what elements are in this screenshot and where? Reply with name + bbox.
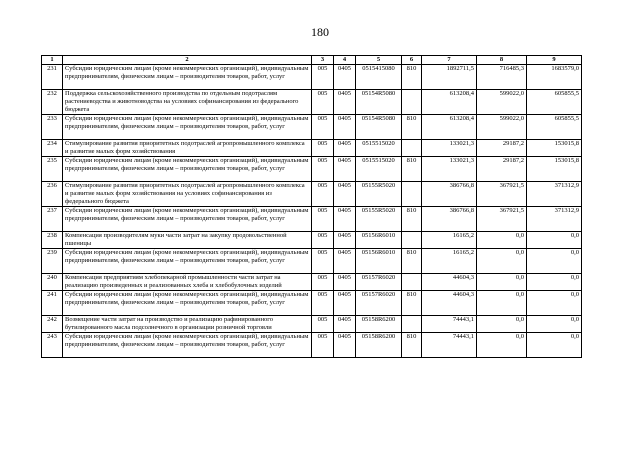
section-code: 0405 — [334, 291, 356, 316]
amount-col-9: 605855,5 — [527, 115, 582, 140]
expense-type-code — [402, 274, 422, 291]
ministry-code: 005 — [312, 232, 334, 249]
amount-col-8: 29187,2 — [477, 140, 527, 157]
row-description: Субсидии юридическим лицам (кроме некоммерческих организаций), индивидуальным предпринимателям, физическим лицам – производителям товаров, работ, услуг — [63, 207, 312, 232]
table-row — [42, 232, 582, 249]
amount-col-9: 605855,5 — [527, 90, 582, 115]
table-row — [42, 90, 582, 115]
amount-col-8: 599022,0 — [477, 115, 527, 140]
header-cell: 9 — [527, 56, 582, 65]
row-number: 237 — [42, 207, 63, 232]
amount-col-7: 44604,3 — [422, 274, 477, 291]
amount-col-9: 0,0 — [527, 249, 582, 274]
row-description: Субсидии юридическим лицам (кроме некоммерческих организаций), индивидуальным предпринимателям, физическим лицам – производителям товаров, работ, услуг — [63, 291, 312, 316]
amount-col-9: 0,0 — [527, 291, 582, 316]
section-code: 0405 — [334, 90, 356, 115]
amount-col-9: 0,0 — [527, 274, 582, 291]
target-article-code: 0515415080 — [356, 65, 402, 90]
amount-col-7: 1892711,5 — [422, 65, 477, 90]
section-code: 0405 — [334, 207, 356, 232]
ministry-code: 005 — [312, 274, 334, 291]
target-article-code: 0515515020 — [356, 140, 402, 157]
ministry-code: 005 — [312, 207, 334, 232]
amount-col-8: 0,0 — [477, 316, 527, 333]
row-number: 243 — [42, 333, 63, 358]
expense-type-code — [402, 90, 422, 115]
amount-col-7: 16165,2 — [422, 249, 477, 274]
row-description: Стимулирование развития приоритетных подотраслей агропромышленного комплекса и развитие малых форм хозяйствования на условиях софинансирования из федерального бюджета — [63, 182, 312, 207]
header-cell: 4 — [334, 56, 356, 65]
header-cell: 1 — [42, 56, 63, 65]
amount-col-7: 74443,1 — [422, 316, 477, 333]
row-number: 235 — [42, 157, 63, 182]
amount-col-8: 716485,3 — [477, 65, 527, 90]
row-description: Субсидии юридическим лицам (кроме некоммерческих организаций), индивидуальным предпринимателям, физическим лицам – производителям товаров, работ, услуг — [63, 115, 312, 140]
expense-type-code: 810 — [402, 207, 422, 232]
expense-type-code — [402, 232, 422, 249]
section-code: 0405 — [334, 65, 356, 90]
ministry-code: 005 — [312, 316, 334, 333]
table-row — [42, 316, 582, 333]
amount-col-7: 133021,3 — [422, 157, 477, 182]
amount-col-7: 386766,8 — [422, 182, 477, 207]
table-row — [42, 115, 582, 140]
expense-type-code: 810 — [402, 65, 422, 90]
target-article-code: 05154R5080 — [356, 115, 402, 140]
ministry-code: 005 — [312, 157, 334, 182]
amount-col-8: 0,0 — [477, 333, 527, 358]
amount-col-7: 613208,4 — [422, 90, 477, 115]
amount-col-9: 371312,9 — [527, 182, 582, 207]
amount-col-8: 367921,5 — [477, 207, 527, 232]
amount-col-8: 367921,5 — [477, 182, 527, 207]
amount-col-9: 0,0 — [527, 333, 582, 358]
row-number: 236 — [42, 182, 63, 207]
ministry-code: 005 — [312, 140, 334, 157]
target-article-code: 05156R6010 — [356, 232, 402, 249]
amount-col-7: 133021,3 — [422, 140, 477, 157]
row-description: Компенсация предприятиям хлебопекарной промышленности части затрат на реализацию произведенных и реализованных хлеба и хлебобулочных изделий — [63, 274, 312, 291]
row-number: 238 — [42, 232, 63, 249]
amount-col-7: 16165,2 — [422, 232, 477, 249]
section-code: 0405 — [334, 182, 356, 207]
amount-col-9: 1683579,0 — [527, 65, 582, 90]
amount-col-8: 29187,2 — [477, 157, 527, 182]
target-article-code: 05157R6020 — [356, 291, 402, 316]
section-code: 0405 — [334, 157, 356, 182]
amount-col-7: 386766,8 — [422, 207, 477, 232]
page-number: 180 — [311, 25, 329, 39]
amount-col-8: 0,0 — [477, 291, 527, 316]
header-cell: 5 — [356, 56, 402, 65]
row-number: 242 — [42, 316, 63, 333]
target-article-code: 05157R6020 — [356, 274, 402, 291]
ministry-code: 005 — [312, 115, 334, 140]
amount-col-9: 0,0 — [527, 316, 582, 333]
ministry-code: 005 — [312, 182, 334, 207]
expense-type-code — [402, 140, 422, 157]
section-code: 0405 — [334, 274, 356, 291]
row-number: 231 — [42, 65, 63, 90]
row-number: 239 — [42, 249, 63, 274]
target-article-code: 05156R6010 — [356, 249, 402, 274]
header-cell: 8 — [477, 56, 527, 65]
amount-col-7: 74443,1 — [422, 333, 477, 358]
row-description: Субсидии юридическим лицам (кроме некоммерческих организаций), индивидуальным предпринимателям, физическим лицам – производителям товаров, работ, услуг — [63, 157, 312, 182]
header-row — [42, 56, 582, 65]
amount-col-8: 0,0 — [477, 274, 527, 291]
target-article-code: 05155R5020 — [356, 207, 402, 232]
header-cell: 7 — [422, 56, 477, 65]
expense-type-code: 810 — [402, 115, 422, 140]
amount-col-8: 0,0 — [477, 232, 527, 249]
amount-col-9: 0,0 — [527, 232, 582, 249]
row-description: Поддержка сельскохозяйственного производства по отдельным подотраслям растениеводства и животноводства на условиях софинансирования из федерального бюджета — [63, 90, 312, 115]
row-description: Субсидии юридическим лицам (кроме некоммерческих организаций), индивидуальным предпринимателям, физическим лицам – производителям товаров, работ, услуг — [63, 249, 312, 274]
row-number: 234 — [42, 140, 63, 157]
amount-col-8: 0,0 — [477, 249, 527, 274]
table-row — [42, 291, 582, 316]
table-row — [42, 333, 582, 358]
table-row — [42, 182, 582, 207]
amount-col-9: 153015,8 — [527, 157, 582, 182]
table-row — [42, 140, 582, 157]
ministry-code: 005 — [312, 90, 334, 115]
amount-col-7: 613208,4 — [422, 115, 477, 140]
expense-type-code — [402, 316, 422, 333]
section-code: 0405 — [334, 115, 356, 140]
row-description: Субсидии юридическим лицам (кроме некоммерческих организаций), индивидуальным предпринимателям, физическим лицам – производителям товаров, работ, услуг — [63, 333, 312, 358]
ministry-code: 005 — [312, 249, 334, 274]
target-article-code: 05158R6200 — [356, 316, 402, 333]
table-row — [42, 274, 582, 291]
amount-col-9: 371312,9 — [527, 207, 582, 232]
section-code: 0405 — [334, 316, 356, 333]
expense-type-code: 810 — [402, 157, 422, 182]
row-number: 240 — [42, 274, 63, 291]
section-code: 0405 — [334, 333, 356, 358]
section-code: 0405 — [334, 140, 356, 157]
row-description: Компенсация производителям муки части затрат на закупку продовольственной пшеницы — [63, 232, 312, 249]
row-number: 232 — [42, 90, 63, 115]
row-description: Возмещение части затрат на производство и реализацию рафинированного бутилированного масла подсолнечного в организации розничной торговли — [63, 316, 312, 333]
header-cell: 2 — [63, 56, 312, 65]
expense-type-code — [402, 182, 422, 207]
section-code: 0405 — [334, 249, 356, 274]
ministry-code: 005 — [312, 65, 334, 90]
target-article-code: 05155R5020 — [356, 182, 402, 207]
table-row — [42, 65, 582, 90]
amount-col-9: 153015,8 — [527, 140, 582, 157]
row-description: Стимулирование развития приоритетных подотраслей агропромышленного комплекса и развитие малых форм хозяйствования — [63, 140, 312, 157]
budget-table — [41, 55, 582, 358]
table-row — [42, 157, 582, 182]
header-cell: 3 — [312, 56, 334, 65]
header-cell: 6 — [402, 56, 422, 65]
target-article-code: 05154R5080 — [356, 90, 402, 115]
row-description: Субсидии юридическим лицам (кроме некоммерческих организаций), индивидуальным предпринимателям, физическим лицам – производителям товаров, работ, услуг — [63, 65, 312, 90]
row-number: 233 — [42, 115, 63, 140]
ministry-code: 005 — [312, 333, 334, 358]
row-number: 241 — [42, 291, 63, 316]
section-code: 0405 — [334, 232, 356, 249]
table-row — [42, 249, 582, 274]
target-article-code: 05158R6200 — [356, 333, 402, 358]
amount-col-7: 44604,3 — [422, 291, 477, 316]
expense-type-code: 810 — [402, 249, 422, 274]
expense-type-code: 810 — [402, 333, 422, 358]
ministry-code: 005 — [312, 291, 334, 316]
table-row — [42, 207, 582, 232]
amount-col-8: 599022,0 — [477, 90, 527, 115]
expense-type-code: 810 — [402, 291, 422, 316]
target-article-code: 0515515020 — [356, 157, 402, 182]
